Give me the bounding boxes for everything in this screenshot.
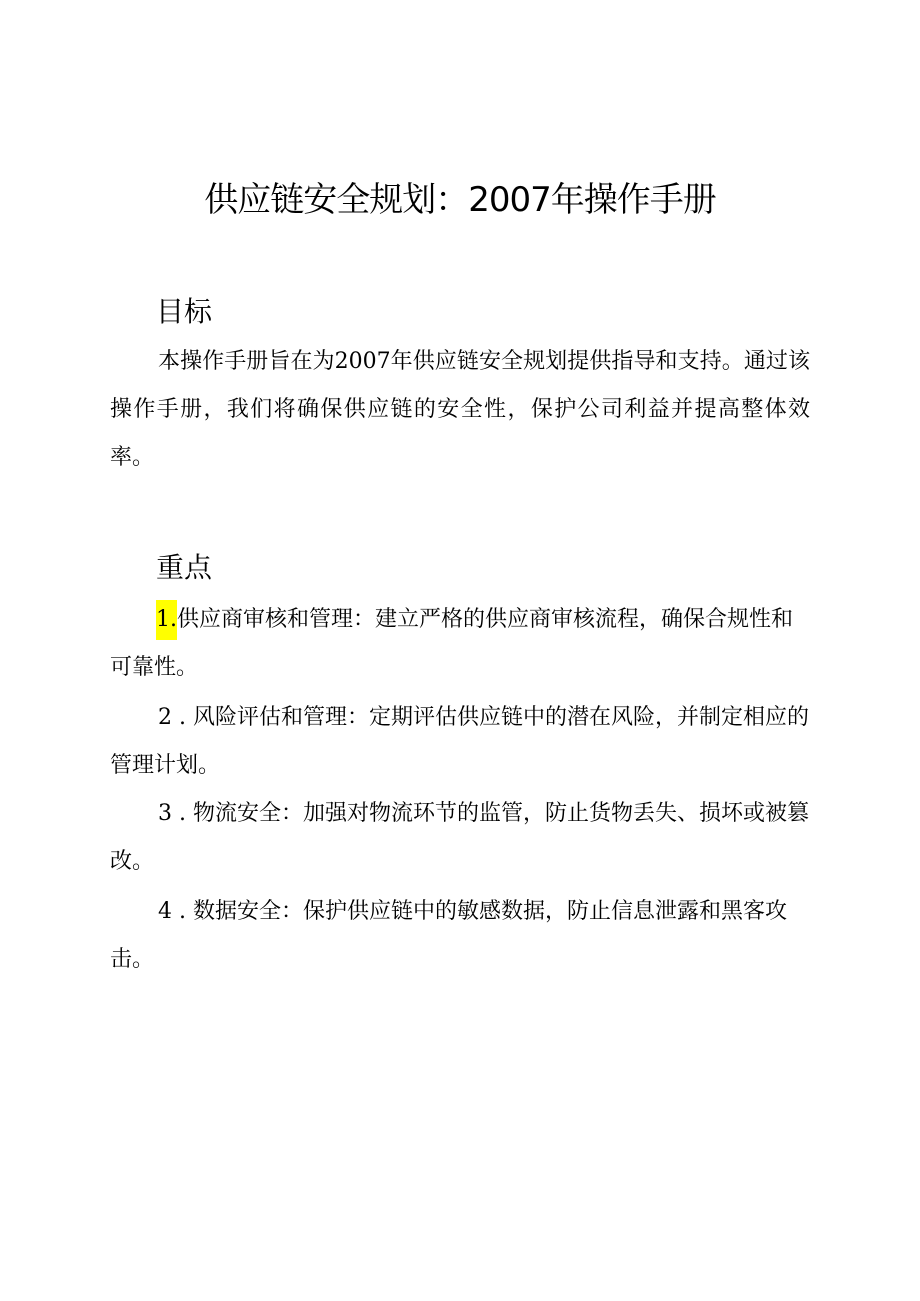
key-point-separator: . [172,899,193,924]
key-point-number: 2 [158,705,172,730]
key-point-text: 物流安全：加强对物流环节的监管，防止货物丢失、损坏或被篡改。 [110,801,809,874]
key-point-text: 数据安全：保护供应链中的敏感数据，防止信息泄露和黑客攻击。 [110,899,787,972]
key-point-number: 4 [158,899,172,924]
key-point-item-3 [110,790,810,886]
key-point-separator: . [172,801,193,826]
key-point-item-2 [110,694,810,790]
document-title: 供应链安全规划：2007年操作手册 [204,180,716,220]
key-points-heading: 重点 [156,551,213,584]
key-point-text: 供应商审核和管理：建立严格的供应商审核流程，确保合规性和可靠性。 [110,607,794,680]
objective-paragraph: 本操作手册旨在为2007年供应链安全规划提供指导和支持。通过该操作手册，我们将确保供应链的安全性，保护公司利益并提高整体效率。 [110,349,810,470]
key-point-item-4 [110,888,810,984]
key-point-number: 1. [156,600,177,640]
key-point-text: 风险评估和管理：定期评估供应链中的潜在风险，并制定相应的管理计划。 [110,705,809,778]
objective-heading: 目标 [156,295,213,328]
key-point-number: 3 [158,801,172,826]
key-point-separator: . [172,705,193,730]
key-point-item-1 [110,596,810,692]
